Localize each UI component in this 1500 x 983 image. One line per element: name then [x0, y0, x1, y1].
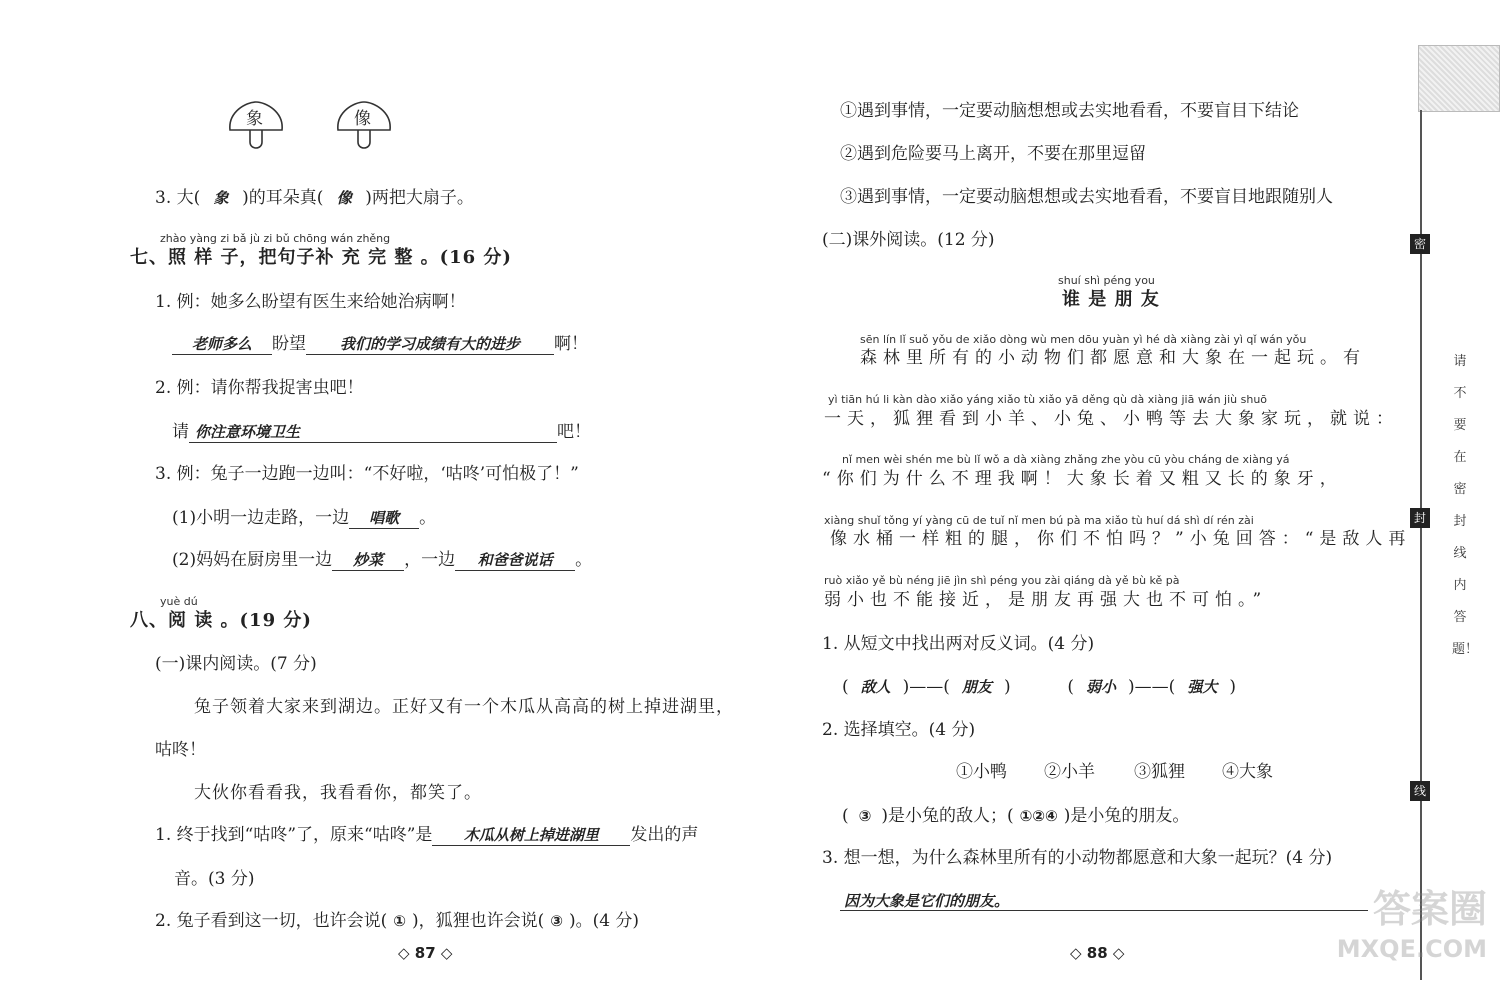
passage-line: 大伙你看看我，我看看你，都笑了。 — [194, 783, 482, 803]
story-pinyin-5: ruò xiǎo yě bù néng jiē jìn shì péng you zài qiáng dà yě bù kě pà — [824, 574, 1180, 587]
story-pinyin-3: nǐ men wèi shén me bù lǐ wǒ a dà xiàng zhǎng zhe yòu cū yòu cháng de xiàng yá — [842, 453, 1290, 466]
story-title-pinyin: shuí shì péng you — [1058, 274, 1155, 287]
reading2-q2: 2. 选择填空。(4 分) — [822, 720, 976, 740]
example-3: 3. 例：兔子一边跑一边叫：“不好啦，‘咕咚’可怕极了！” — [155, 464, 579, 484]
seal-label: 密 — [1410, 234, 1430, 254]
story-pinyin-4: xiàng shuǐ tǒng yí yàng cū de tuǐ nǐ men bú pà ma xiǎo tù huí dá shì dí rén zài — [824, 514, 1254, 527]
watermark: 答案圈 MXQE.COM — [1336, 887, 1487, 963]
page-number: ◇ 88 ◇ — [1070, 944, 1125, 962]
answer: 象 — [213, 189, 229, 207]
section-8-title: 八、阅 读 。(19 分) — [130, 610, 312, 631]
seal-label: 封 — [1410, 508, 1430, 528]
reading2-q1: 1. 从短文中找出两对反义词。(4 分) — [822, 634, 1095, 654]
answer: 老师多么 — [172, 334, 272, 355]
answer: 和爸爸说话 — [455, 550, 575, 571]
fill-answers: ( ③ )是小兔的敌人；( ①②④ )是小兔的朋友。 — [842, 806, 1190, 826]
story-line-5: 弱小也不能接近，是朋友再强大也不可怕。” — [824, 590, 1268, 610]
reading-q1: 1. 终于找到“咕咚”了，原来“咕咚”是 木瓜从树上掉进湖里 发出的声 — [155, 825, 699, 845]
answer-line-2: 请 你注意环境卫生 吧！ — [172, 422, 591, 442]
choice-2: ②小羊 — [1044, 762, 1095, 782]
choice-3: ③狐狸 — [1134, 762, 1185, 782]
answer: 弱小 — [1086, 678, 1117, 696]
section-7-title: 七、照 样 子，把句子补 充 完 整 。(16 分) — [130, 247, 512, 268]
answer: 强大 — [1187, 678, 1218, 696]
answer-line-3-1: (1)小明一边走路，一边 唱歌 。 — [172, 508, 437, 528]
subsection-2: (二)课外阅读。(12 分) — [822, 230, 995, 250]
answer-line-3-2: (2)妈妈在厨房里一边 炒菜 ，一边 和爸爸说话 。 — [172, 550, 593, 570]
answer: ①②④ — [1019, 807, 1058, 825]
choice-4: ④大象 — [1222, 762, 1273, 782]
answer: 因为大象是它们的朋友。 — [844, 892, 1010, 910]
option-2: ②遇到危险要马上离开，不要在那里逗留 — [840, 144, 1146, 164]
answer: ③ — [550, 912, 563, 930]
sidebar-pattern — [1418, 45, 1500, 112]
story-line-3: “你们为什么不理我啊！大象长着又粗又长的象牙， — [822, 469, 1343, 489]
answer: ① — [393, 912, 406, 930]
answer: 唱歌 — [349, 508, 419, 529]
reading2-q3: 3. 想一想，为什么森林里所有的小动物都愿意和大象一起玩？(4 分) — [822, 848, 1333, 868]
answer: 像 — [336, 189, 352, 207]
example-1: 1. 例：她多么盼望有医生来给她治病啊！ — [155, 292, 466, 312]
answer: 朋友 — [961, 678, 992, 696]
seal-label: 线 — [1410, 781, 1430, 801]
mushroom-char: 像 — [354, 109, 371, 129]
reading-q1-cont: 音。(3 分) — [174, 869, 255, 889]
pinyin-line: zhào yàng zi bǎ jù zi bǔ chōng wán zhěng — [160, 232, 391, 245]
antonym-pairs: ( 敌人 )——( 朋友 ) ( 弱小 )——( 强大 ) — [842, 677, 1236, 697]
page-number: ◇ 87 ◇ — [398, 944, 453, 962]
answer-line-q3 — [840, 890, 1368, 911]
mushroom-char: 象 — [246, 109, 263, 129]
option-3: ③遇到事情，一定要动脑想想或去实地看看，不要盲目地跟随别人 — [840, 187, 1333, 207]
answer: 敌人 — [860, 678, 891, 696]
subsection-1: (一)课内阅读。(7 分) — [155, 654, 317, 674]
passage-line: 咕咚！ — [155, 740, 206, 760]
passage-line: 兔子领着大家来到湖边。正好又有一个木瓜从高高的树上掉进湖里， — [194, 697, 734, 717]
answer: 我们的学习成绩有大的进步 — [306, 334, 554, 355]
story-pinyin-2: yì tiān hú li kàn dào xiǎo yáng xiǎo tù xiǎo yā děng qù dà xiàng jiā wán jiù shuō — [828, 393, 1268, 406]
story-line-2: 一天，狐狸看到小羊、小兔、小鸭等去大象家玩，就说： — [824, 409, 1399, 429]
vertical-notice: 请不要在密封线内答题！ — [1452, 354, 1479, 657]
story-pinyin-1: sēn lín lǐ suǒ yǒu de xiǎo dòng wù men dōu yuàn yì hé dà xiàng zài yì qǐ wán yǒu — [860, 333, 1307, 346]
reading-q2: 2. 兔子看到这一切，也许会说( ① )，狐狸也许会说( ③ )。(4 分) — [155, 911, 640, 931]
question-3: 3. 大( 象 )的耳朵真( 像 )两把大扇子。 — [155, 188, 474, 208]
answer: 你注意环境卫生 — [189, 422, 557, 443]
example-2: 2. 例：请你帮我捉害虫吧！ — [155, 378, 364, 398]
answer: 炒菜 — [332, 550, 404, 571]
story-line-1: 森林里所有的小动物们都愿意和大象在一起玩。有 — [860, 348, 1366, 368]
pinyin-line: yuè dú — [160, 595, 198, 608]
option-1: ①遇到事情，一定要动脑想想或去实地看看，不要盲目下结论 — [840, 101, 1299, 121]
answer: 木瓜从树上掉进湖里 — [432, 825, 630, 846]
story-title: 谁 是 朋 友 — [1062, 289, 1160, 310]
story-line-4: 像水桶一样粗的腿，你们不怕吗？”小兔回答：“是敌人再 — [830, 529, 1412, 549]
choice-1: ①小鸭 — [956, 762, 1007, 782]
answer-line-1: 老师多么 盼望 我们的学习成绩有大的进步 啊！ — [172, 333, 588, 355]
answer: ③ — [858, 807, 872, 825]
